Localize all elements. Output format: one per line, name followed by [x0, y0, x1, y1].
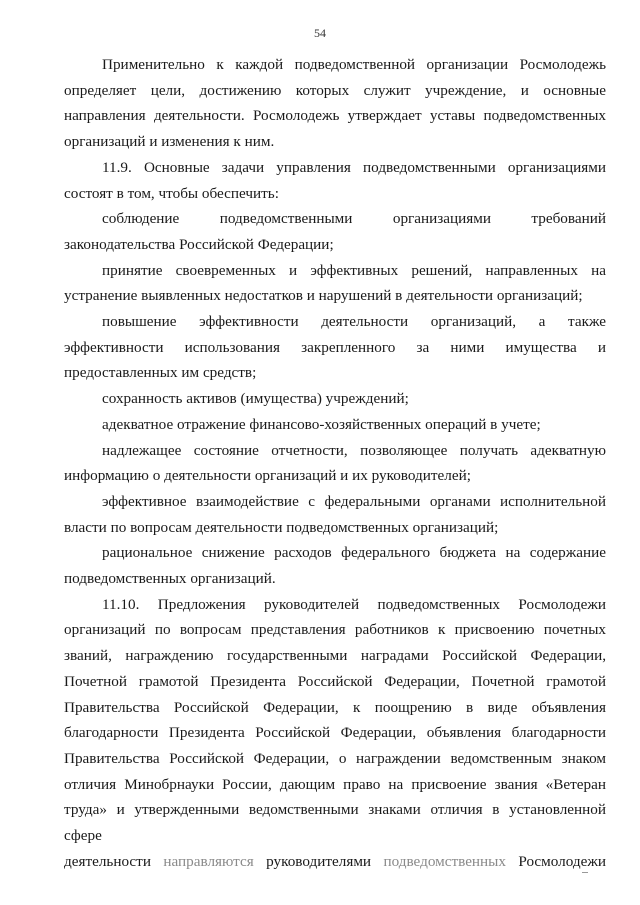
list-item-assets: сохранность активов (имущества) учреждений; — [102, 390, 409, 408]
paragraph-11-9: 11.9. Основные задачи управления подведомственными организациями состоят в том, чтобы обеспечить: — [64, 158, 606, 202]
last-line-word: руководителями — [253, 852, 384, 870]
paragraph-11-10: 11.10. Предложения руководителей подведомственных Росмолодежи организаций по вопросам представления работников к присвоению почетных званий, награждению государственными наградами Российской Федерации, Почетной грамотой Президента Российской Федерации, Почетной грамотой Правительства Российской Федерации, к поощрению в виде объявления благодарности Президента Российской Федерации, объявления благодарности Правительства Российской Федерации, о награждении ведомственным знаком отличия Минобрнауки России, дающим право на присвоение звания «Ветеран труда» и утвержденными ведомственными знаками отличия в установленной сфере — [64, 595, 606, 845]
last-line-faded-word: направляются — [163, 852, 254, 870]
paragraph-goals: Применительно к каждой подведомственной организации Росмолодежь определяет цели, достижению которых служит учреждение, и основные направления деятельности. Росмолодежь утверждает уставы подведомственных организаций и изменения к ним. — [64, 56, 606, 151]
list-item-accounting: адекватное отражение финансово-хозяйственных операций в учете; — [102, 415, 541, 433]
list-item-efficiency: повышение эффективности деятельности организаций, а также эффективности использования закрепленного за ними имущества и предоставленных им средств; — [64, 313, 606, 382]
list-item-budget: рациональное снижение расходов федерального бюджета на содержание подведомственных организаций. — [64, 544, 606, 588]
list-item-reporting: надлежащее состояние отчетности, позволяющее получать адекватную информацию о деятельности организаций и их руководителей; — [64, 441, 606, 485]
list-item-compliance: соблюдение подведомственными организациями требований законодательства Российской Федерации; — [64, 210, 606, 253]
list-item-decisions: принятие своевременных и эффективных решений, направленных на устранение выявленных недостатков и нарушений в деятельности организаций; — [64, 261, 606, 305]
list-item-cooperation: эффективное взаимодействие с федеральными органами исполнительной власти по вопросам деятельности подведомственных организаций; — [64, 492, 606, 536]
document-body — [64, 52, 606, 875]
last-line-word: деятельности — [64, 852, 164, 870]
last-line-word: Росмолодежи — [505, 852, 606, 870]
scan-mark — [582, 872, 588, 873]
last-line — [64, 849, 606, 875]
page-number: 54 — [314, 26, 326, 40]
last-line-faded-word: подведомственных — [383, 852, 506, 870]
